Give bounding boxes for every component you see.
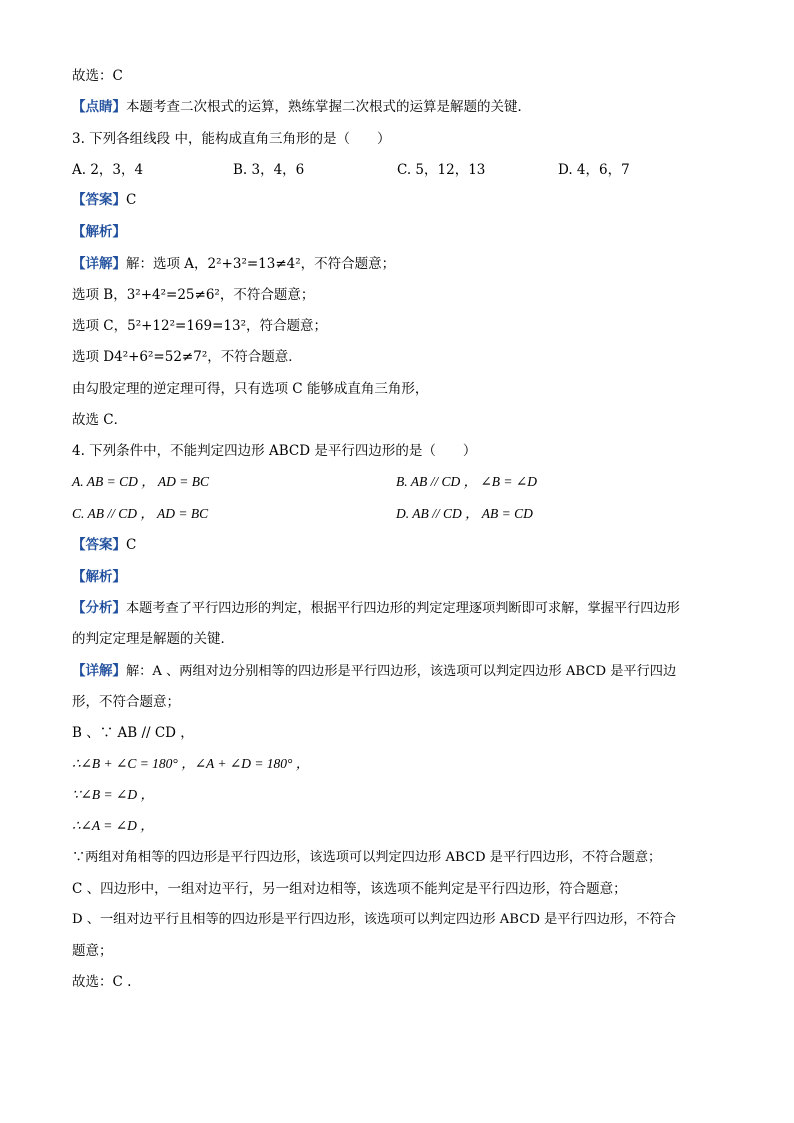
q4-fenxi-2: 的判定定理是解题的关键． <box>72 631 234 647</box>
q3-analysis-tag: 【解析】 <box>72 224 126 240</box>
q4-detail-10: 题意； <box>72 943 113 959</box>
answer-line-q2: 故选：C <box>72 68 123 84</box>
q4-analysis-tag: 【解析】 <box>72 569 126 585</box>
q3-answer-line <box>72 190 136 210</box>
q4-detail-tag: 【详解】 <box>72 663 126 679</box>
q3-detail-5: 由勾股定理的逆定理可得，只有选项 C 能够成直角三角形， <box>72 381 429 397</box>
q3-answer-tag: 【答案】 <box>72 192 126 208</box>
q3-detail-4: 选项 D4²+6²=52≠7²，不符合题意． <box>72 349 302 365</box>
q4-detail-2: 形，不符合题意； <box>72 694 180 710</box>
q4-fenxi-line-1 <box>72 598 680 619</box>
q3-detail-1: 解：选项 A，2²+3²=13≠4²，不符合题意； <box>126 256 396 272</box>
q3-stem: 3. 下列各组线段 中，能构成直角三角形的是（ ） <box>72 131 391 147</box>
q4-fenxi-1: 本题考查了平行四边形的判定，根据平行四边形的判定定理逐项判断即可求解，掌握平行四边形 <box>126 601 680 616</box>
q4-detail-5: ∵∠B = ∠D ， <box>72 787 154 802</box>
q3-analysis-tag-line <box>72 222 126 242</box>
q4-option-d: D. AB // CD ， AB = CD <box>396 506 533 521</box>
dianjing-tag: 【点睛】 <box>72 99 126 115</box>
q4-detail-3: B 、∵ AB // CD ， <box>72 725 194 741</box>
q3-option-c: C. 5，12，13 <box>397 162 486 178</box>
q3-detail-2: 选项 B，3²+4²=25≠6²，不符合题意； <box>72 287 315 303</box>
q3-detail-line-1 <box>72 254 395 274</box>
q4-analysis-tag-line <box>72 567 126 587</box>
q4-stem: 4. 下列条件中，不能判定四边形 ABCD 是平行四边形的是（ ） <box>72 443 477 459</box>
q4-option-a: A. AB = CD ， AD = BC <box>72 474 209 489</box>
q4-option-c: C. AB // CD ， AD = BC <box>72 506 209 521</box>
q4-fenxi-tag: 【分析】 <box>72 600 126 616</box>
q4-detail-1: 解：A 、两组对边分别相等的四边形是平行四边形，该选项可以判定四边形 ABCD 是平行四边 <box>126 664 677 679</box>
q4-detail-8: C 、四边形中，一组对边平行，另一组对边相等，该选项不能判定是平行四边形，符合题意； <box>72 881 627 897</box>
q3-answer: C <box>126 192 137 208</box>
q4-option-b: B. AB // CD ， ∠B = ∠D <box>396 474 537 489</box>
q4-detail-4: ∴∠B + ∠C = 180° ，∠A + ∠D = 180° ， <box>72 756 310 771</box>
q4-detail-11: 故选：C . <box>72 974 132 990</box>
q4-detail-9: D 、一组对边平行且相等的四边形是平行四边形，该选项可以判定四边形 ABCD 是平行四边形，不符合 <box>72 912 676 927</box>
q3-detail-6: 故选 C． <box>72 412 128 428</box>
q3-option-a: A. 2，3，4 <box>72 162 144 178</box>
q3-option-d: D. 4，6，7 <box>558 162 630 178</box>
q3-detail-3: 选项 C，5²+12²=169=13²，符合题意； <box>72 318 328 334</box>
q4-answer: C <box>126 537 137 553</box>
dianjing-text: 本题考查二次根式的运算，熟练掌握二次根式的运算是解题的关键． <box>126 99 531 115</box>
q4-detail-7: ∵两组对角相等的四边形是平行四边形，该选项可以判定四边形 ABCD 是平行四边形，不符合题意； <box>72 850 662 865</box>
q4-detail-6: ∴∠A = ∠D ， <box>72 818 154 833</box>
q4-answer-line <box>72 535 136 555</box>
q3-option-b: B. 3，4，6 <box>233 162 305 178</box>
q4-answer-tag: 【答案】 <box>72 537 126 553</box>
q4-detail-line-1 <box>72 661 676 682</box>
q3-detail-tag: 【详解】 <box>72 256 126 272</box>
dianjing-line <box>72 97 531 117</box>
